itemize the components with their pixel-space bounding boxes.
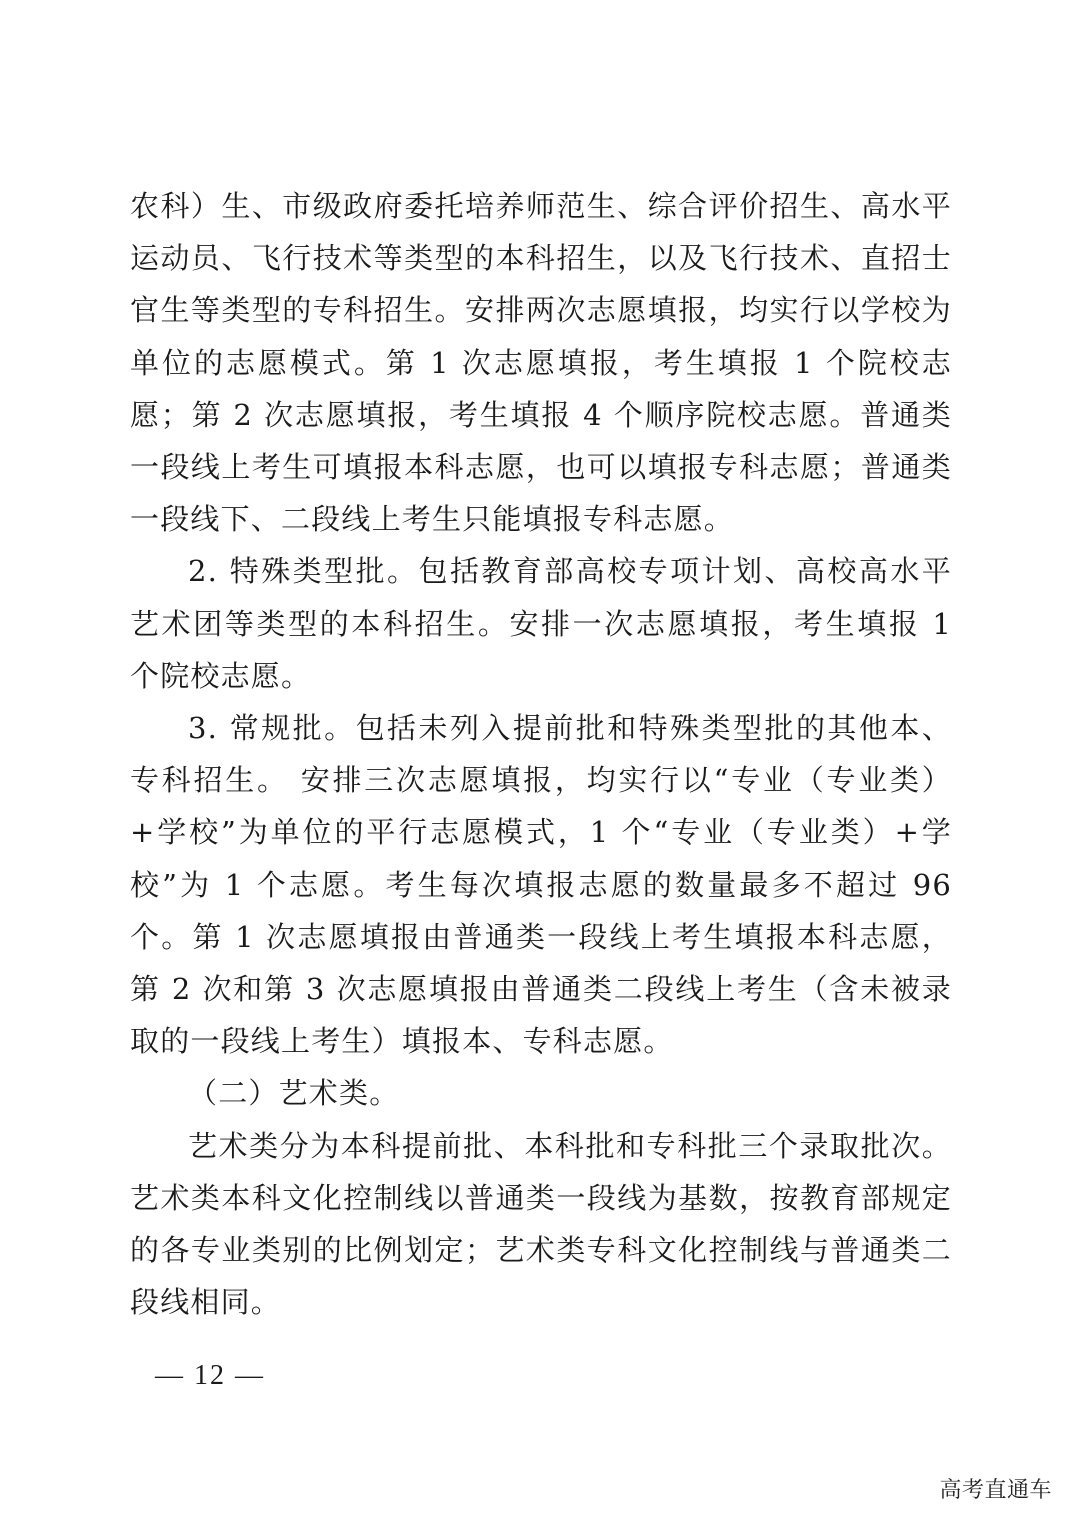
paragraph-arts: 艺术类分为本科提前批、本科批和专科批三个录取批次。艺术类本科文化控制线以普通类一段线为基数，按教育部规定的各专业类别的比例划定；艺术类专科文化控制线与普通类二段线相同。 — [130, 1128, 952, 1320]
document-body — [130, 180, 952, 1328]
watermark: 高考直通车 — [939, 1478, 1052, 1503]
paragraph-batch-continuation: 农科）生、市级政府委托培养师范生、综合评价招生、高水平运动员、飞行技术等类型的本科招生，以及飞行技术、直招士官生等类型的专科招生。安排两次志愿填报，均实行以学校为单位的志愿模式。第 1 次志愿填报，考生填报 1 个院校志愿；第 2 次志愿填报，考生填报 4 个顺序院校志愿。普通类一段线上考生可填报本科志愿，也可以填报专科志愿；普通类一段线下、二段线上考生只能填报专科志愿。 — [130, 189, 952, 537]
section-heading-arts: （二）艺术类。 — [188, 1076, 400, 1111]
paragraph-special-batch: 2. 特殊类型批。包括教育部高校专项计划、高校高水平艺术团等类型的本科招生。安排一次志愿填报，考生填报 1 个院校志愿。 — [130, 554, 952, 693]
paragraph-regular-batch: 3. 常规批。包括未列入提前批和特殊类型批的其他本、专科招生。 安排三次志愿填报，均实行以“专业（专业类）+学校”为单位的平行志愿模式，1 个“专业（专业类）+学校”为 1 个志愿。考生每次填报志愿的数量最多不超过 96 个。第 1 次志愿填报由普通类一段线上考生填报本科志愿，第 2 次和第 3 次志愿填报由普通类二段线上考生（含未被录取的一段线上考生）填报本、专科志愿。 — [130, 711, 952, 1059]
page-number: — 12 — — [155, 1360, 265, 1391]
